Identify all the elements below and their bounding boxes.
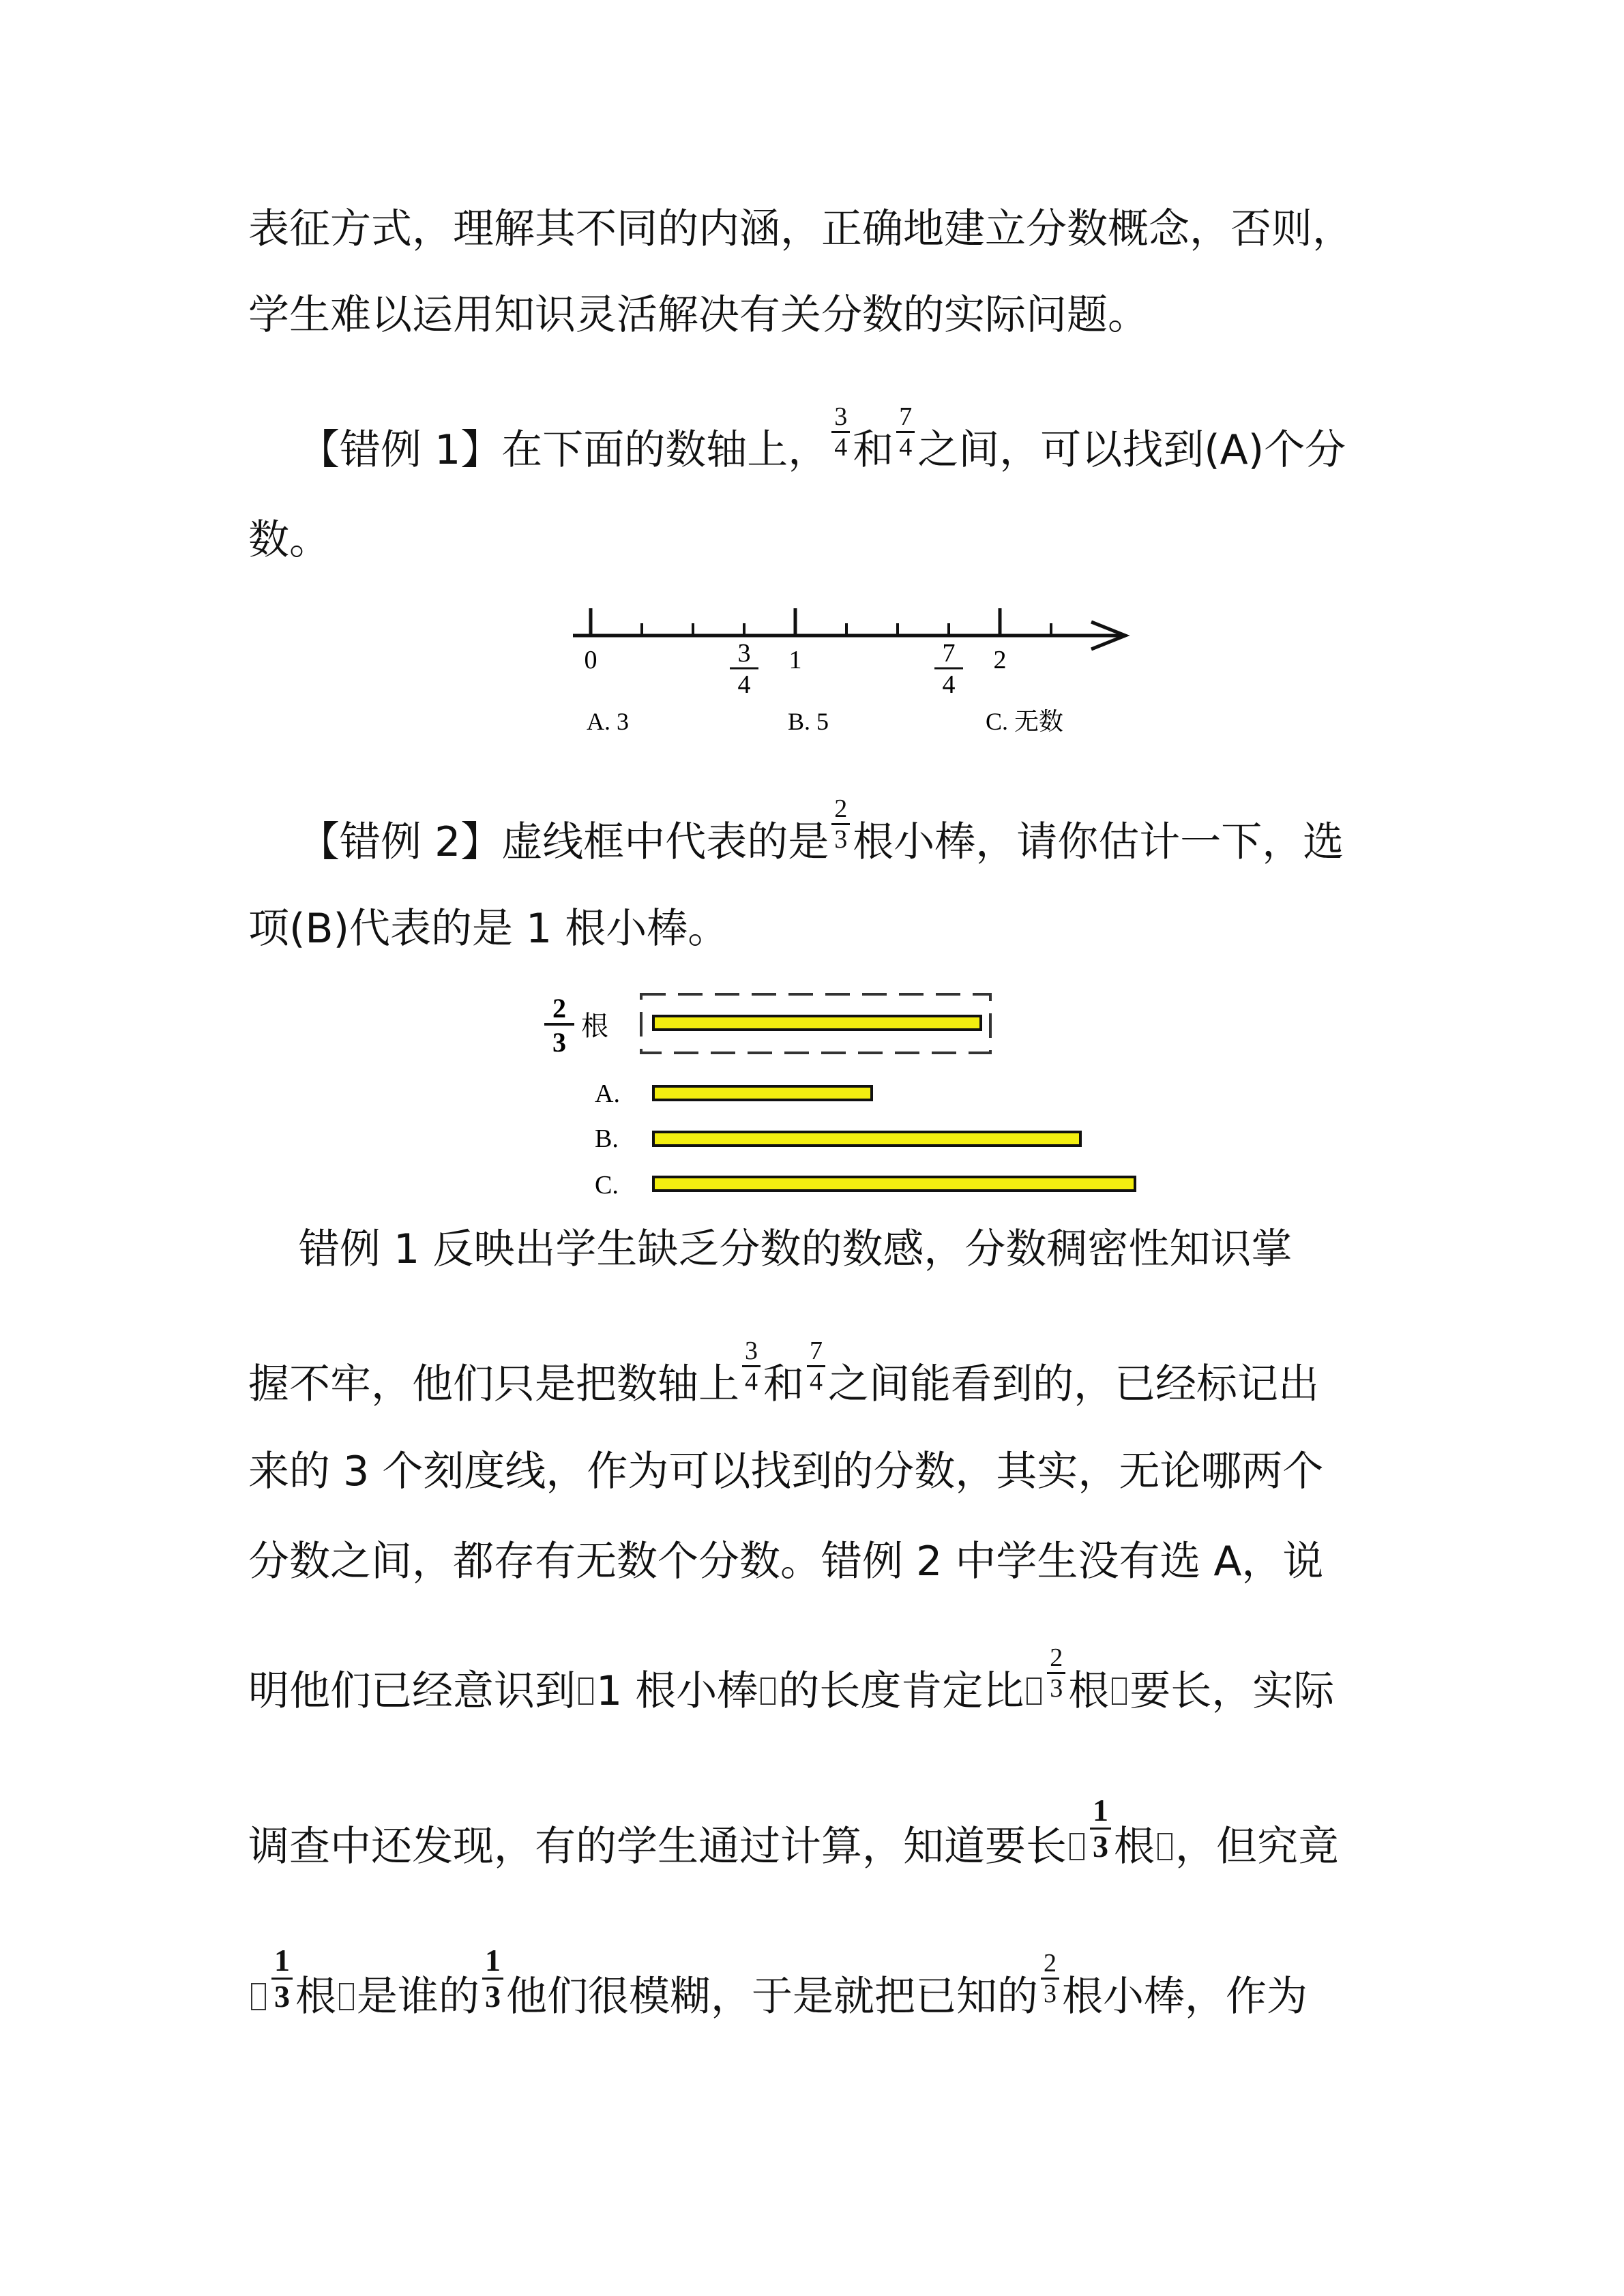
placeholder-box: [251, 1983, 266, 2010]
fraction-1-3: $\frac{1}{3}$: [1090, 1793, 1111, 1864]
analysis-l5-b: 1 根小棒: [596, 1667, 758, 1716]
axis-label-2: 2: [993, 646, 1007, 674]
fraction-3-4: $\frac{3}{4}$: [742, 1337, 761, 1396]
example1-and: 和: [853, 426, 894, 475]
placeholder-box: [1112, 1678, 1127, 1705]
analysis-l7-a: 根: [295, 1973, 336, 2021]
axis-frac-7-4-num: 7: [942, 639, 956, 668]
placeholder-box: [1027, 1678, 1042, 1705]
analysis-line1: 错例 1 反映出学生缺乏分数的数感，分数稠密性知识掌: [299, 1225, 1293, 1273]
analysis-l5-d: 根: [1068, 1667, 1110, 1716]
bar-a: [653, 1086, 872, 1100]
fraction-2-3: $\frac{2}{3}$: [831, 794, 850, 854]
fraction-7-4: $\frac{7}{4}$: [807, 1337, 825, 1396]
placeholder-box: [1157, 1833, 1172, 1860]
analysis-line5: [248, 1643, 1335, 1723]
bar-label-c: C.: [595, 1171, 619, 1199]
analysis-l6-b: 根: [1114, 1823, 1155, 1871]
fraction-1-3: $\frac{1}{3}$: [482, 1943, 503, 2014]
example2-prefix: 【错例 2】虚线框中代表的是: [299, 818, 829, 867]
option-c: C. 无数: [986, 708, 1064, 735]
example2-line1: [299, 794, 1344, 874]
bar-label-a: A.: [595, 1079, 620, 1108]
analysis-l5-e: 要长，实际: [1130, 1667, 1335, 1716]
bar-b: [653, 1132, 1080, 1146]
fraction-1-3: $\frac{1}{3}$: [271, 1943, 293, 2014]
given-bar: [653, 1016, 981, 1030]
axis-frac-3-4-num: 3: [737, 639, 751, 668]
number-line-figure: [566, 593, 1139, 750]
analysis-l6-a: 调查中还发现，有的学生通过计算，知道要长: [248, 1823, 1067, 1871]
fig2-frac-den: 3: [552, 1027, 566, 1058]
analysis-l6-c: ，但究竟: [1175, 1823, 1339, 1871]
analysis-l2-and: 和: [763, 1360, 804, 1409]
fig2-gen-label: 根: [581, 1011, 608, 1041]
placeholder-box: [761, 1678, 776, 1705]
fraction-3-4: $\frac{3}{4}$: [831, 402, 850, 462]
analysis-line4: 分数之间，都存有无数个分数。错例 2 中学生没有选 A，说: [248, 1538, 1324, 1585]
fig2-frac-num: 2: [552, 993, 566, 1024]
option-a: A. 3: [587, 708, 629, 735]
fraction-7-4: $\frac{7}{4}$: [896, 402, 915, 462]
analysis-l2-a: 握不牢，他们只是把数轴上: [248, 1360, 739, 1409]
axis-label-0: 0: [584, 646, 597, 674]
option-b: B. 5: [788, 708, 829, 735]
analysis-l5-a: 明他们已经意识到: [248, 1667, 576, 1716]
axis-label-1: 1: [788, 646, 802, 674]
paragraph1-line1: 表征方式，理解其不同的内涵，正确地建立分数概念，否则，: [248, 205, 1353, 253]
analysis-line7: [248, 1943, 1308, 2034]
bar-label-b: B.: [595, 1124, 619, 1153]
example2-line2: 项(B)代表的是 1 根小棒。: [248, 905, 729, 953]
placeholder-box: [1069, 1833, 1084, 1860]
placeholder-box: [339, 1983, 354, 2010]
analysis-line6: [248, 1793, 1339, 1884]
example1-prefix: 【错例 1】在下面的数轴上，: [299, 426, 829, 475]
bar-figure: [539, 989, 1166, 1221]
analysis-l2-b: 之间能看到的，已经标记出: [828, 1360, 1319, 1409]
analysis-l7-b: 是谁的: [357, 1973, 479, 2021]
example1-suffix: 之间，可以找到(A)个分: [917, 426, 1346, 475]
analysis-l7-d: 根小棒，作为: [1062, 1973, 1308, 2021]
analysis-l5-c: 的长度肯定比: [778, 1667, 1024, 1716]
placeholder-box: [578, 1678, 593, 1705]
axis-frac-7-4-den: 4: [942, 670, 956, 699]
analysis-line2: [248, 1337, 1319, 1416]
fraction-2-3: $\frac{2}{3}$: [1041, 1949, 1059, 2008]
example1-line2: 数。: [248, 516, 330, 564]
analysis-l7-c: 他们很模糊，于是就把已知的: [506, 1973, 1038, 2021]
axis-frac-3-4-den: 4: [737, 670, 751, 699]
bar-c: [653, 1177, 1135, 1191]
analysis-line3: 来的 3 个刻度线，作为可以找到的分数，其实，无论哪两个: [248, 1448, 1324, 1495]
example1-line1: [299, 402, 1346, 482]
example2-suffix: 根小棒，请你估计一下，选: [853, 818, 1344, 867]
fraction-2-3: $\frac{2}{3}$: [1047, 1643, 1065, 1703]
paragraph1-line2: 学生难以运用知识灵活解决有关分数的实际问题。: [248, 291, 1149, 339]
